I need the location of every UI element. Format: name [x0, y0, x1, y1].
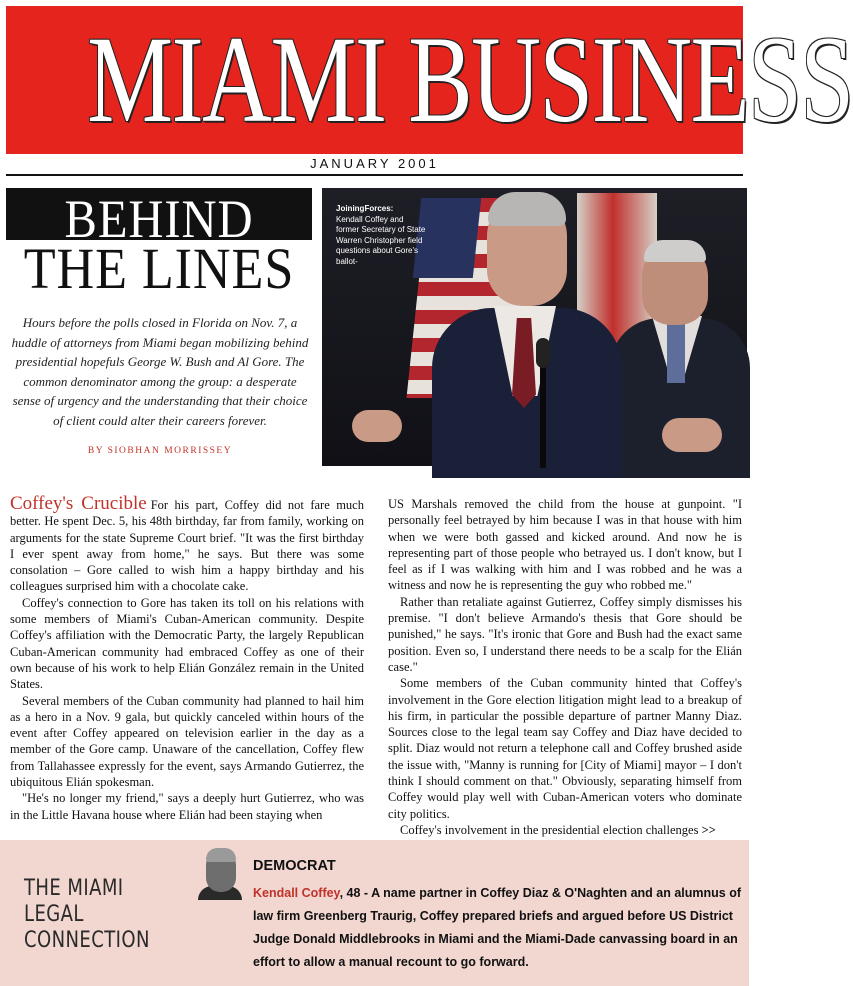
masthead-title: MIAMI BUSINESS [87, 11, 853, 148]
article-paragraph: Some members of the Cuban community hinted that Coffey's involvement in the Gore election litigation might lead to a breakup of his firm, in particular the possible departure of partner Manny Diaz. Sources close to the legal team say Coffey and Diaz have decided to split. Diaz would not return a telephone call and Coffey brushed aside the issue with, "Manny is running for [City of Miami] mayor – I don't think I should comment on that." Obviously, separating himself from Coffey would play well with Cuban-American voters who dominate city politics. [388, 676, 742, 821]
profile-text: Kendall Coffey, 48 - A name partner in Coffey Diaz & O'Naghten and an alumnus of law firm Greenberg Traurig, Coffey prepared briefs and argued before US District Judge Donald Middlebrooks in Miami and the Miami-Dade canvassing board in an effort to allow a manual recount to go forward. [253, 886, 742, 969]
caption-text: Kendall Coffey and former Secretary of State Warren Christopher field questions about Gore's ballot- [336, 214, 426, 266]
feature-deck: Hours before the polls closed in Florida on Nov. 7, a huddle of attorneys from Miami began mobilizing behind presidential hopefuls George W. Bush and Al Gore. The common denominator among the group: a desperate sense of urgency and the understanding that their choice of client could alter their careers forever. [11, 315, 309, 428]
article-paragraph: "He's no longer my friend," says a deeply hurt Gutierrez, who was in the Little Havana house where Elián had been staying when [10, 791, 364, 822]
second-man-hair [644, 240, 706, 262]
profile-name: Kendall Coffey [253, 886, 340, 900]
caption-title: JoiningForces: [336, 204, 394, 213]
masthead [6, 6, 853, 154]
article-column-left [10, 493, 364, 823]
article-column-right [388, 496, 742, 838]
feature-title-line1: BEHIND [64, 189, 254, 249]
article-paragraph: Coffey's Crucible For his part, Coffey did not fare much better. He spent Dec. 5, his 48th birthday, far from family, working on arguments for the state Supreme Court brief. "It was the first birthday I ever spent away from home," he says. But there was some consolation – Gore called to wish him a happy birthday and his colleagues surprised him with a chocolate cake. [10, 493, 364, 594]
microphone [536, 338, 550, 368]
sidebar-heading: THE MIAMI LEGAL CONNECTION [24, 876, 150, 953]
speaker-hair [488, 192, 566, 226]
article-paragraph: Rather than retaliate against Gutierrez, Coffey simply dismisses his premise. "I don't believe Armando's thesis that Gore should be punished," he says. "It's ironic that Gore and Bush had the exact same position. Even so, I understand there needs to be a scalp for the Elián case." [388, 594, 742, 674]
photo-caption [336, 204, 428, 267]
party-label: DEMOCRAT [253, 858, 336, 874]
feature-title-line2: THE LINES [23, 236, 295, 301]
article-continued[interactable]: Coffey's involvement in the presidential election challenges >> [400, 822, 716, 837]
coffey-headshot [198, 846, 242, 898]
headshot-hair [206, 848, 236, 862]
speaker-right-hand [662, 418, 722, 452]
byline: BY SIOBHAN MORRISSEY [87, 446, 233, 456]
article-paragraph: Coffey's connection to Gore has taken its toll on his relations with some members of Miami's Cuban-American community. Despite Coffey's affiliation with the Democratic Party, the largely Republican Cuban-American community had embraced Coffey as one of their own because of his work to help Elián González remain in the United States. [10, 595, 364, 692]
article-paragraph: US Marshals removed the child from the house at gunpoint. "I personally feel betrayed by him because I was in that house with him when we were both gassed and kicked around. And now he is representing part of those people who betrayed us. I don't know, but I feel as if I was walking with him and I was robbed and he was a witness and now he is representing the guy who robbed me." [388, 497, 742, 593]
continue-arrow-icon[interactable]: >> [701, 822, 716, 837]
speaker-left-hand [352, 410, 402, 442]
section-kicker: Coffey's Crucible [10, 493, 147, 514]
second-man-tie [667, 323, 685, 383]
article-paragraph: Several members of the Cuban community had planned to hail him as a hero in a Nov. 9 gala, but quickly canceled within hours of the event after Coffey appeared on television earlier in the day as a member of the Gore camp. Unaware of the cancellation, Coffey flew from Tallahassee expressly for the event, says Armando Gutierrez, the ubiquitous Elián spokesman. [10, 693, 364, 790]
issue-date: JANUARY 2001 [6, 154, 743, 176]
